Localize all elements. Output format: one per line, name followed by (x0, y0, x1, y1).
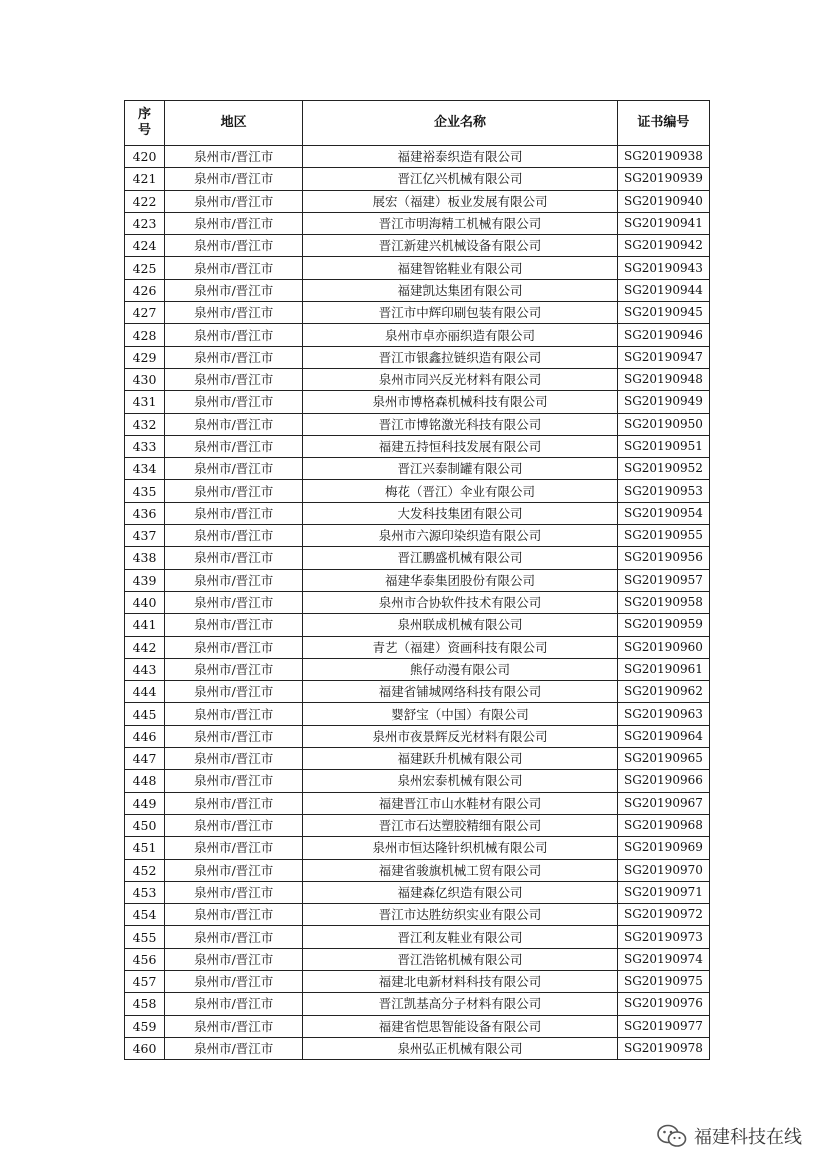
cell-cert: SG20190978 (617, 1037, 709, 1059)
cell-region: 泉州市/晋江市 (165, 257, 303, 279)
table-row (125, 146, 710, 168)
table-row (125, 725, 710, 747)
cell-cert: SG20190941 (617, 212, 709, 234)
cell-name: 福建省恺思智能设备有限公司 (303, 1015, 618, 1037)
cell-name: 福建北电新材料科技有限公司 (303, 970, 618, 992)
cell-cert: SG20190963 (617, 703, 709, 725)
cell-name: 晋江市博铭激光科技有限公司 (303, 413, 618, 435)
cell-no: 431 (125, 391, 165, 413)
cell-region: 泉州市/晋江市 (165, 837, 303, 859)
cell-region: 泉州市/晋江市 (165, 458, 303, 480)
cell-no: 423 (125, 212, 165, 234)
table-row (125, 904, 710, 926)
cell-name: 晋江市石达塑胶精细有限公司 (303, 814, 618, 836)
table-header-row (125, 101, 710, 146)
watermark (656, 1123, 802, 1149)
cell-no: 455 (125, 926, 165, 948)
cell-region: 泉州市/晋江市 (165, 814, 303, 836)
cell-name: 福建凯达集团有限公司 (303, 279, 618, 301)
cell-cert: SG20190967 (617, 792, 709, 814)
cell-cert: SG20190977 (617, 1015, 709, 1037)
cell-cert: SG20190958 (617, 591, 709, 613)
cell-region: 泉州市/晋江市 (165, 658, 303, 680)
cell-name: 泉州弘正机械有限公司 (303, 1037, 618, 1059)
cell-name: 泉州市六源印染织造有限公司 (303, 525, 618, 547)
table-row (125, 837, 710, 859)
wechat-icon (656, 1123, 688, 1149)
cell-cert: SG20190976 (617, 993, 709, 1015)
cell-region: 泉州市/晋江市 (165, 413, 303, 435)
table-row (125, 480, 710, 502)
cell-no: 424 (125, 235, 165, 257)
cell-name: 泉州市合协软件技术有限公司 (303, 591, 618, 613)
cell-cert: SG20190947 (617, 346, 709, 368)
cell-cert: SG20190953 (617, 480, 709, 502)
cell-name: 晋江凯基高分子材料有限公司 (303, 993, 618, 1015)
enterprise-table (124, 100, 710, 1060)
cell-cert: SG20190945 (617, 302, 709, 324)
cell-cert: SG20190939 (617, 168, 709, 190)
cell-name: 福建森亿织造有限公司 (303, 881, 618, 903)
table-row (125, 547, 710, 569)
cell-name: 泉州市博格森机械科技有限公司 (303, 391, 618, 413)
cell-cert: SG20190938 (617, 146, 709, 168)
cell-name: 泉州宏泰机械有限公司 (303, 770, 618, 792)
cell-region: 泉州市/晋江市 (165, 703, 303, 725)
cell-region: 泉州市/晋江市 (165, 681, 303, 703)
cell-no: 420 (125, 146, 165, 168)
cell-cert: SG20190972 (617, 904, 709, 926)
cell-name: 福建五持恒科技发展有限公司 (303, 435, 618, 457)
table-row (125, 235, 710, 257)
table-row (125, 881, 710, 903)
table-row (125, 591, 710, 613)
watermark-text: 福建科技在线 (694, 1127, 802, 1148)
cell-name: 泉州市卓亦丽织造有限公司 (303, 324, 618, 346)
header-name: 企业名称 (303, 101, 618, 146)
cell-no: 429 (125, 346, 165, 368)
cell-region: 泉州市/晋江市 (165, 168, 303, 190)
header-no-label: 序 号 (138, 107, 152, 138)
cell-region: 泉州市/晋江市 (165, 591, 303, 613)
cell-region: 泉州市/晋江市 (165, 324, 303, 346)
cell-no: 452 (125, 859, 165, 881)
cell-name: 晋江亿兴机械有限公司 (303, 168, 618, 190)
cell-cert: SG20190968 (617, 814, 709, 836)
cell-region: 泉州市/晋江市 (165, 502, 303, 524)
cell-name: 福建省骏旗机械工贸有限公司 (303, 859, 618, 881)
cell-cert: SG20190962 (617, 681, 709, 703)
table-row (125, 636, 710, 658)
cell-region: 泉州市/晋江市 (165, 212, 303, 234)
cell-name: 晋江鹏盛机械有限公司 (303, 547, 618, 569)
cell-name: 晋江浩铭机械有限公司 (303, 948, 618, 970)
cell-no: 428 (125, 324, 165, 346)
cell-cert: SG20190970 (617, 859, 709, 881)
cell-cert: SG20190961 (617, 658, 709, 680)
cell-cert: SG20190952 (617, 458, 709, 480)
cell-no: 443 (125, 658, 165, 680)
cell-no: 448 (125, 770, 165, 792)
cell-cert: SG20190975 (617, 970, 709, 992)
table-row (125, 279, 710, 301)
cell-region: 泉州市/晋江市 (165, 770, 303, 792)
table-row (125, 658, 710, 680)
cell-name: 晋江市达胜纺织实业有限公司 (303, 904, 618, 926)
cell-no: 439 (125, 569, 165, 591)
cell-region: 泉州市/晋江市 (165, 926, 303, 948)
cell-no: 451 (125, 837, 165, 859)
cell-name: 展宏（福建）板业发展有限公司 (303, 190, 618, 212)
table-body (125, 146, 710, 1060)
table-row (125, 212, 710, 234)
cell-no: 454 (125, 904, 165, 926)
cell-name: 晋江新建兴机械设备有限公司 (303, 235, 618, 257)
cell-cert: SG20190949 (617, 391, 709, 413)
cell-cert: SG20190969 (617, 837, 709, 859)
table-row (125, 435, 710, 457)
cell-region: 泉州市/晋江市 (165, 279, 303, 301)
cell-cert: SG20190946 (617, 324, 709, 346)
table-row (125, 168, 710, 190)
table-row (125, 302, 710, 324)
cell-region: 泉州市/晋江市 (165, 547, 303, 569)
table-row (125, 770, 710, 792)
table-row (125, 993, 710, 1015)
table-row (125, 703, 710, 725)
table-row (125, 970, 710, 992)
cell-region: 泉州市/晋江市 (165, 480, 303, 502)
cell-no: 456 (125, 948, 165, 970)
cell-name: 青艺（福建）资画科技有限公司 (303, 636, 618, 658)
cell-no: 445 (125, 703, 165, 725)
cell-region: 泉州市/晋江市 (165, 792, 303, 814)
cell-cert: SG20190957 (617, 569, 709, 591)
cell-no: 426 (125, 279, 165, 301)
cell-no: 422 (125, 190, 165, 212)
cell-no: 441 (125, 614, 165, 636)
cell-region: 泉州市/晋江市 (165, 904, 303, 926)
cell-region: 泉州市/晋江市 (165, 970, 303, 992)
table-row (125, 525, 710, 547)
cell-region: 泉州市/晋江市 (165, 614, 303, 636)
cell-no: 446 (125, 725, 165, 747)
cell-cert: SG20190954 (617, 502, 709, 524)
table-row (125, 748, 710, 770)
cell-cert: SG20190951 (617, 435, 709, 457)
cell-name: 大发科技集团有限公司 (303, 502, 618, 524)
cell-no: 450 (125, 814, 165, 836)
cell-cert: SG20190948 (617, 368, 709, 390)
cell-no: 447 (125, 748, 165, 770)
cell-name: 晋江市银鑫拉链织造有限公司 (303, 346, 618, 368)
cell-no: 436 (125, 502, 165, 524)
cell-region: 泉州市/晋江市 (165, 346, 303, 368)
cell-cert: SG20190943 (617, 257, 709, 279)
cell-name: 泉州市同兴反光材料有限公司 (303, 368, 618, 390)
table-row (125, 324, 710, 346)
cell-name: 梅花（晋江）伞业有限公司 (303, 480, 618, 502)
cell-cert: SG20190974 (617, 948, 709, 970)
cell-name: 晋江市中辉印刷包装有限公司 (303, 302, 618, 324)
table-row (125, 926, 710, 948)
cell-name: 福建华泰集团股份有限公司 (303, 569, 618, 591)
cell-cert: SG20190971 (617, 881, 709, 903)
cell-region: 泉州市/晋江市 (165, 636, 303, 658)
cell-region: 泉州市/晋江市 (165, 302, 303, 324)
cell-region: 泉州市/晋江市 (165, 368, 303, 390)
cell-region: 泉州市/晋江市 (165, 748, 303, 770)
cell-region: 泉州市/晋江市 (165, 435, 303, 457)
table-row (125, 368, 710, 390)
table-row (125, 257, 710, 279)
cell-no: 435 (125, 480, 165, 502)
cell-region: 泉州市/晋江市 (165, 993, 303, 1015)
cell-name: 福建省铺城网络科技有限公司 (303, 681, 618, 703)
cell-region: 泉州市/晋江市 (165, 525, 303, 547)
cell-no: 457 (125, 970, 165, 992)
cell-no: 440 (125, 591, 165, 613)
cell-no: 432 (125, 413, 165, 435)
table-row (125, 948, 710, 970)
cell-cert: SG20190942 (617, 235, 709, 257)
cell-cert: SG20190973 (617, 926, 709, 948)
cell-region: 泉州市/晋江市 (165, 1015, 303, 1037)
cell-name: 福建智铭鞋业有限公司 (303, 257, 618, 279)
cell-no: 427 (125, 302, 165, 324)
cell-name: 泉州市恒达隆针织机械有限公司 (303, 837, 618, 859)
table-row (125, 859, 710, 881)
table-row (125, 681, 710, 703)
table-row (125, 614, 710, 636)
cell-no: 442 (125, 636, 165, 658)
cell-cert: SG20190944 (617, 279, 709, 301)
cell-no: 421 (125, 168, 165, 190)
cell-region: 泉州市/晋江市 (165, 859, 303, 881)
cell-no: 430 (125, 368, 165, 390)
cell-cert: SG20190966 (617, 770, 709, 792)
cell-name: 晋江兴泰制罐有限公司 (303, 458, 618, 480)
cell-no: 433 (125, 435, 165, 457)
cell-no: 434 (125, 458, 165, 480)
cell-no: 459 (125, 1015, 165, 1037)
cell-no: 449 (125, 792, 165, 814)
table-row (125, 792, 710, 814)
cell-no: 458 (125, 993, 165, 1015)
cell-name: 婴舒宝（中国）有限公司 (303, 703, 618, 725)
cell-cert: SG20190956 (617, 547, 709, 569)
cell-name: 熊仔动漫有限公司 (303, 658, 618, 680)
table-row (125, 413, 710, 435)
cell-cert: SG20190965 (617, 748, 709, 770)
cell-region: 泉州市/晋江市 (165, 725, 303, 747)
header-cert: 证书编号 (617, 101, 709, 146)
cell-cert: SG20190960 (617, 636, 709, 658)
cell-name: 福建裕泰织造有限公司 (303, 146, 618, 168)
table-row (125, 502, 710, 524)
cell-no: 453 (125, 881, 165, 903)
header-region: 地区 (165, 101, 303, 146)
cell-region: 泉州市/晋江市 (165, 1037, 303, 1059)
cell-cert: SG20190955 (617, 525, 709, 547)
cell-region: 泉州市/晋江市 (165, 146, 303, 168)
table-row (125, 391, 710, 413)
cell-region: 泉州市/晋江市 (165, 391, 303, 413)
cell-no: 438 (125, 547, 165, 569)
table-row (125, 190, 710, 212)
cell-no: 425 (125, 257, 165, 279)
cell-name: 泉州联成机械有限公司 (303, 614, 618, 636)
cell-cert: SG20190964 (617, 725, 709, 747)
cell-name: 福建晋江市山水鞋材有限公司 (303, 792, 618, 814)
table-row (125, 814, 710, 836)
cell-region: 泉州市/晋江市 (165, 881, 303, 903)
cell-no: 437 (125, 525, 165, 547)
cell-region: 泉州市/晋江市 (165, 569, 303, 591)
cell-no: 444 (125, 681, 165, 703)
cell-name: 晋江利友鞋业有限公司 (303, 926, 618, 948)
cell-region: 泉州市/晋江市 (165, 190, 303, 212)
header-no (125, 101, 165, 146)
cell-cert: SG20190959 (617, 614, 709, 636)
cell-name: 泉州市夜景辉反光材料有限公司 (303, 725, 618, 747)
cell-region: 泉州市/晋江市 (165, 948, 303, 970)
cell-region: 泉州市/晋江市 (165, 235, 303, 257)
table-row (125, 1037, 710, 1059)
table-row (125, 569, 710, 591)
table-row (125, 458, 710, 480)
cell-cert: SG20190940 (617, 190, 709, 212)
cell-name: 晋江市明海精工机械有限公司 (303, 212, 618, 234)
cell-no: 460 (125, 1037, 165, 1059)
cell-cert: SG20190950 (617, 413, 709, 435)
cell-name: 福建跃升机械有限公司 (303, 748, 618, 770)
table-row (125, 1015, 710, 1037)
table-row (125, 346, 710, 368)
